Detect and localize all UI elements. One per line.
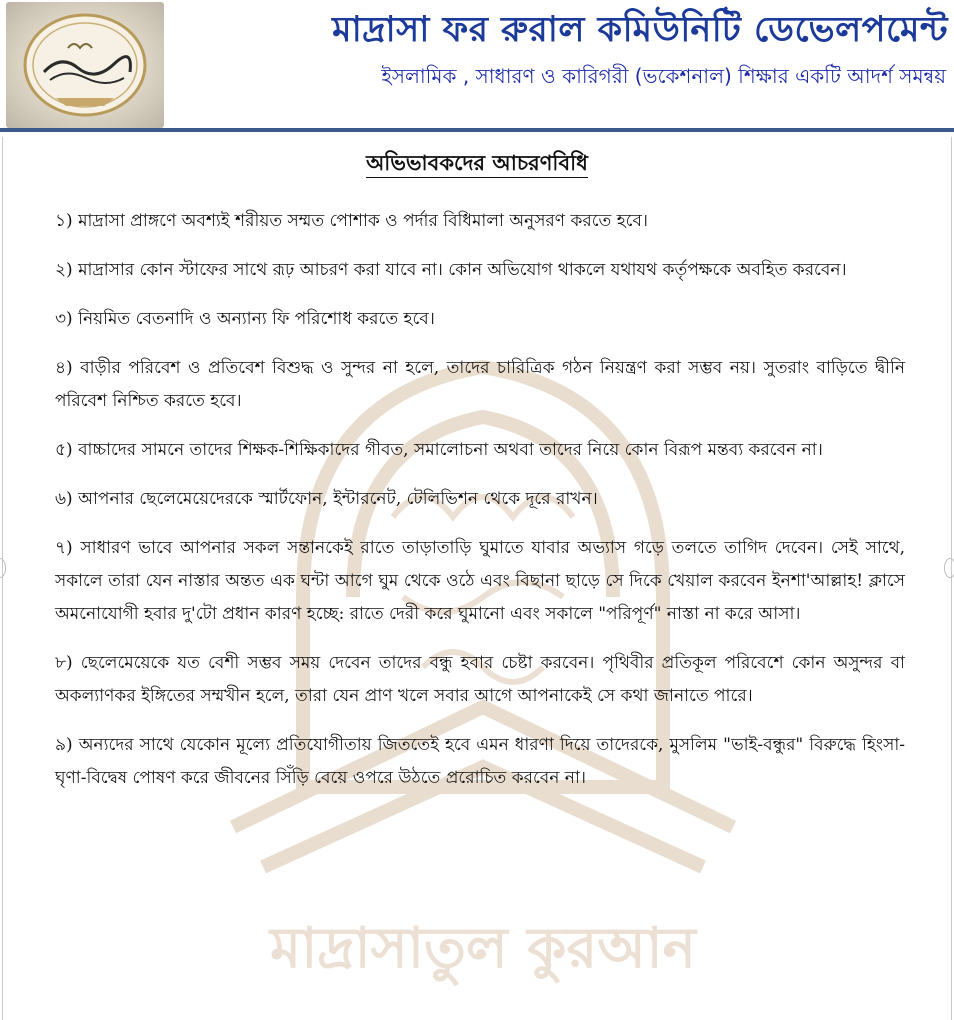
rule-item: ৪) বাড়ীর পরিবেশ ও প্রতিবেশ বিশুদ্ধ ও সুন্দর না হলে, তাদের চারিত্রিক গঠন নিয়ন্ত্রণ করা সম্ভব নয়। সুতরাং বাড়িতে দ্বীনি পরিবেশ নিশ্চিত করতে হবে। (55, 358, 905, 411)
rule-item: ৮) ছেলেমেয়েকে যত বেশী সম্ভব সময় দেবেন তাদের বন্ধু হবার চেষ্টা করবেন। পৃথিবীর প্রতিকূল পরিবেশে কোন অসুন্দর বা অকল্যাণকর ইঙ্গিতের সম্মখীন হলে, তারা যেন প্রাণ খলে সবার আগে আপনাকেই সে কথা জানাতে পারে। (55, 653, 905, 706)
document-page (2, 137, 952, 1020)
rules-list (55, 205, 905, 811)
institution-name: মাদ্রাসা ফর রুরাল কমিউনিটি ডেভেলপমেন্ট (332, 10, 948, 50)
rule-item: ৩) নিয়মিত বেতনাদি ও অন্যান্য ফি পরিশোধ করতে হবে। (55, 309, 435, 329)
watermark-text: মাদ্রাসাতুল কুরআন (270, 916, 696, 981)
page-title-text: অভিভাবকদের আচরণবিধি (366, 151, 588, 178)
rule-item: ২) মাদ্রাসার কোন স্টাফের সাথে রূঢ় আচরণ করা যাবে না। কোন অভিযোগ থাকলে যথাযথ কর্তৃপক্ষকে অবহিত করবেন। (55, 260, 847, 280)
page-title (3, 147, 951, 182)
rule-item: ১) মাদ্রাসা প্রাঙ্গণে অবশ্যই শরীয়ত সম্মত পোশাক ও পর্দার বিধিমালা অনুসরণ করতে হবে। (55, 211, 648, 231)
rule-item: ৭) সাধারণ ভাবে আপনার সকল সন্তানকেই রাতে তাড়াতাড়ি ঘুমাতে যাবার অভ্যাস গড়ে তলতে তাগিদ দেবেন। সেই সাথে, সকালে তারা যেন নাস্তার অন্তত এক ঘন্টা আগে ঘুম থেকে ওঠে এবং বিছানা ছাড়ে সে দিকে খেয়াল করবেন ইনশা'আল্লাহ! ক্লাসে অমনোযোগী হবার দু'টো প্রধান কারণ হচ্ছে: রাতে দেরী করে ঘুমানো এবং সকালে "পরিপূর্ণ" নাস্তা না করে আসা। (55, 538, 905, 624)
rule-item: ৯) অন্যদের সাথে যেকোন মূল্যে প্রতিযোগীতায় জিততেই হবে এমন ধারণা দিয়ে তাদেরকে, মুসলিম "ভাই-বন্ধুর" বিরুদ্ধে হিংসা-ঘৃণা-বিদ্বেষ পোষণ করে জীবনের সিঁড়ি বেয়ে ওপরে উঠতে প্ররোচিত করবেন না। (55, 735, 905, 788)
rule-item: ৬) আপনার ছেলেমেয়েদেরকে স্মার্টফোন, ইন্টারনেট, টেলিভিশন থেকে দূরে রাখন। (55, 489, 598, 509)
madrasa-logo-icon (6, 2, 164, 128)
rule-item: ৫) বাচ্চাদের সামনে তাদের শিক্ষক-শিক্ষিকাদের গীবত, সমালোচনা অথবা তাদের নিয়ে কোন বিরূপ মন্তব্য করবেন না। (55, 440, 823, 460)
institution-tagline: ইসলামিক , সাধারণ ও কারিগরী (ভকেশনাল) শিক্ষার একটি আদর্শ সমন্বয় (381, 64, 946, 88)
letterhead (0, 0, 954, 132)
header-divider (0, 128, 954, 132)
right-page-edge-handle (944, 558, 954, 578)
